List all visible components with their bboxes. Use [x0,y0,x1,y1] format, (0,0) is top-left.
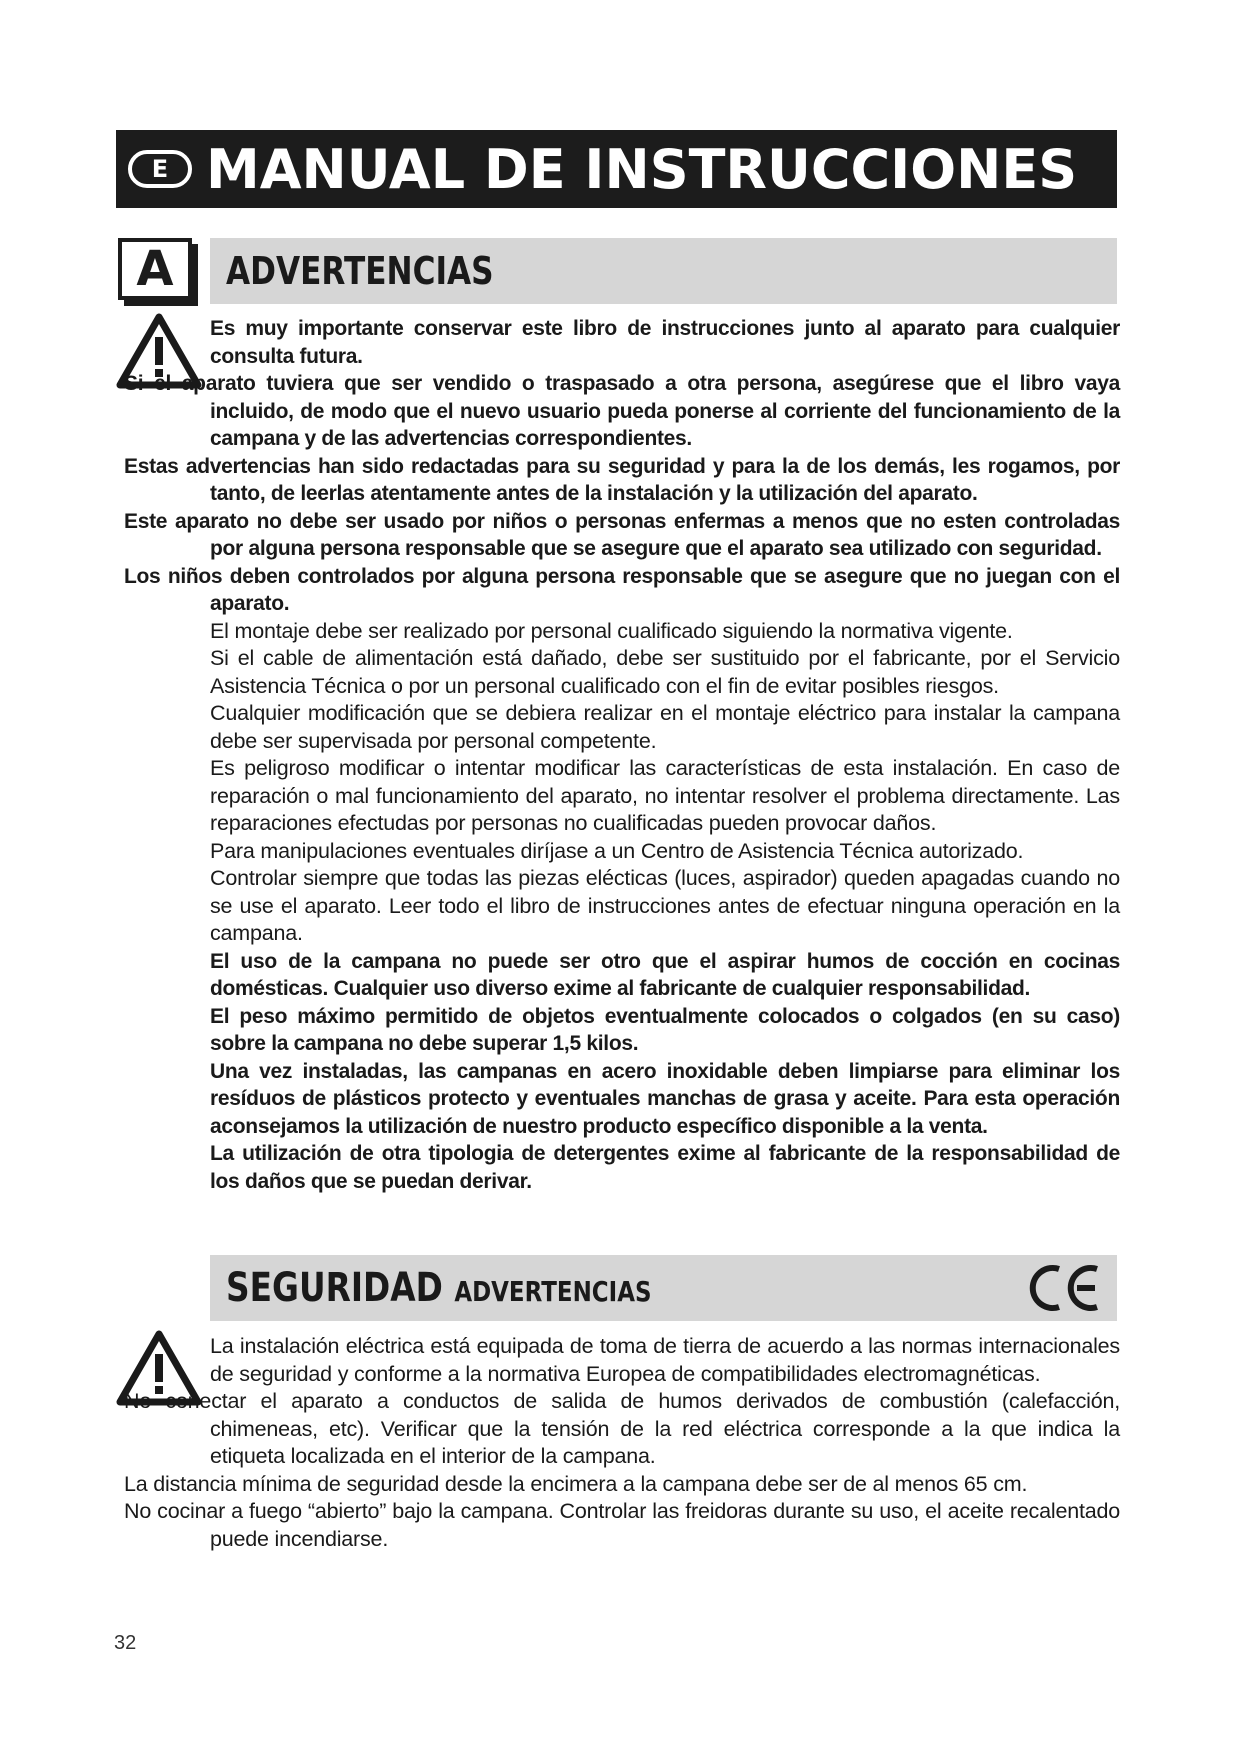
page-number: 32 [114,1632,137,1654]
manual-title: MANUAL DE INSTRUCCIONES [206,137,1078,201]
warning-paragraph: Este aparato no debe ser usado por niños o personas enfermas a menos que no esten controladas por alguna persona responsable que se asegure que el aparato sea utilizado con seguridad. [124,509,1120,560]
safety-paragraph: La distancia mínima de seguridad desde la encimera a la campana debe ser de al menos 65 cm. [124,1471,1028,1496]
warning-paragraph: Los niños deben controlados por alguna persona responsable que se asegure que no juegan con el aparato. [124,564,1120,615]
warning-paragraph: Si el aparato tuviera que ser vendido o traspasado a otra persona, asegúrese que el libro vaya incluido, de modo que el nuevo usuario pueda ponerse al corriente del funcionamiento de la campana y de las advertencias correspondientes. [124,372,1120,450]
warning-paragraph: El peso máximo permitido de objetos eventualmente colocados o colgados (en su caso) sobre la campana no debe superar 1,5 kilos. [210,1004,1120,1055]
warnings-list [124,315,1120,1195]
safety-header-bar [210,1255,1117,1321]
safety-paragraph: La instalación eléctrica está equipada de toma de tierra de acuerdo a las normas internacionales de seguridad y conforme a la normativa Europea de compatibilidades electromagnéticas. [210,1334,1120,1386]
section-title: ADVERTENCIAS [226,249,494,293]
warning-paragraph: El montaje debe ser realizado por personal cualificado siguiendo la normativa vigente. [210,618,1013,643]
warning-paragraph: Para manipulaciones eventuales diríjase a un Centro de Asistencia Técnica autorizado. [210,838,1024,863]
ce-mark-icon [1025,1263,1103,1313]
warning-paragraph: El uso de la campana no puede ser otro que el aspirar humos de cocción en cocinas domésticas. Cualquier uso diverso exime al fabricante de cualquier responsabilidad. [210,949,1120,1000]
warning-paragraph: Es muy importante conservar este libro de instrucciones junto al aparato para cualquier consulta futura. [210,317,1120,368]
warning-paragraph: Estas advertencias han sido redactadas para su seguridad y para la de los demás, les rogamos, por tanto, de leerlas atentamente antes de la instalación y la utilización del aparato. [124,454,1120,505]
safety-warnings-list [124,1333,1120,1553]
safety-paragraph: No cocinar a fuego “abierto” bajo la campana. Controlar las freidoras durante su uso, el aceite recalentado puede incendiarse. [124,1499,1120,1551]
safety-title-main: SEGURIDAD [226,1265,443,1311]
warning-paragraph: Si el cable de alimentación está dañado, debe ser sustituido por el fabricante, por el Servicio Asistencia Técnica o por un personal cualificado con el fin de evitar posibles riesgos. [210,646,1120,698]
section-header-bar [210,238,1117,304]
safety-paragraph: No conectar el aparato a conductos de salida de humos derivados de combustión (calefacción, chimeneas, etc). Verificar que la tensión de la red eléctrica corresponde a la que indica la etiqueta localizada en el interior de la campana. [124,1389,1120,1468]
language-badge: E [128,150,192,188]
warning-paragraph: Una vez instaladas, las campanas en acero inoxidable deben limpiarse para eliminar los resíduos de plásticos protecto y eventuales manchas de grasa y aceite. Para esta operación aconsejamos la utilización de nuestro producto específico disponible a la venta. [210,1059,1120,1138]
safety-title [226,1265,652,1311]
manual-title-bar [116,130,1117,208]
safety-title-sub: ADVERTENCIAS [454,1275,652,1308]
warning-paragraph: Es peligroso modificar o intentar modificar las características de esta instalación. En caso de reparación o mal funcionamiento del aparato, no intentar resolver el problema directamente. Las reparaciones efectudas por personas no cualificadas pueden provocar daños. [210,756,1120,835]
warning-paragraph: Cualquier modificación que se debiera realizar en el montaje eléctrico para instalar la campana debe ser supervisada por personal competente. [210,701,1120,753]
warning-paragraph: La utilización de otra tipologia de detergentes exime al fabricante de la responsabilidad de los daños que se puedan derivar. [210,1142,1120,1193]
section-letter-box: A [118,238,192,300]
warning-paragraph: Controlar siempre que todas las piezas elécticas (luces, aspirador) queden apagadas cuando no se use el aparato. Leer todo el libro de instrucciones antes de efectuar ninguna operación en la campana. [210,866,1120,945]
